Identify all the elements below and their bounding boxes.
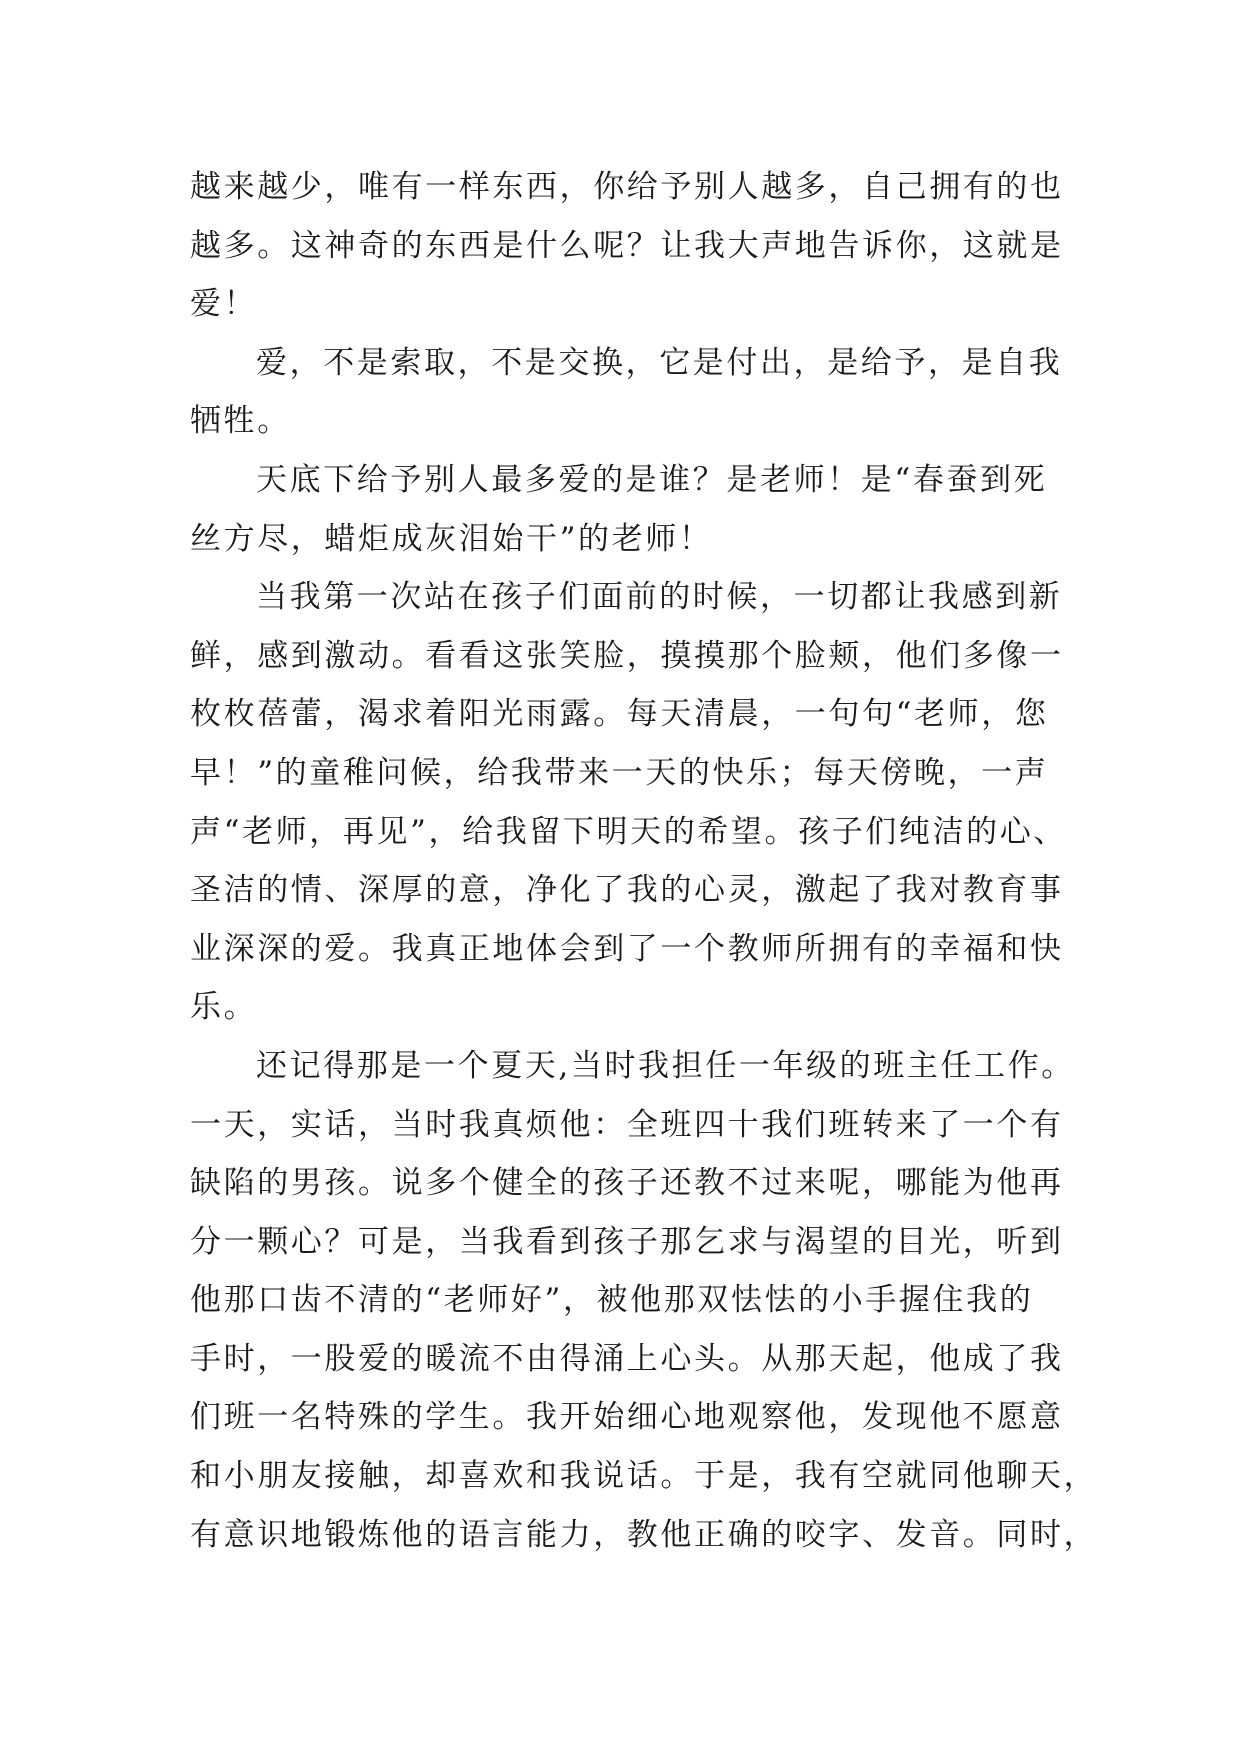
text-line: 牺牲。	[190, 403, 291, 440]
body-text	[190, 158, 1098, 1564]
text-line: 业深深的爱。我真正地体会到了一个教师所拥有的幸福和快	[190, 930, 1064, 967]
text-line: 缺陷的男孩。说多个健全的孩子还教不过来呢，哪能为他再	[190, 1165, 1064, 1202]
text-line: 爱！	[190, 286, 258, 323]
text-line: 乐。	[190, 989, 258, 1026]
text-line: 爱，不是索取，不是交换，它是付出，是给予，是自我	[256, 344, 1063, 381]
text-line: 他那口齿不清的“老师好”，被他那双怯怯的小手握住我的	[190, 1282, 1034, 1319]
text-line: 还记得那是一个夏天,当时我担任一年级的班主任工作。	[256, 1047, 1075, 1084]
text-line: 枚枚蓓蕾，渴求着阳光雨露。每天清晨，一句句“老师，您	[190, 696, 1049, 733]
text-line: 鲜，感到激动。看看这张笑脸，摸摸那个脸颊，他们多像一	[190, 637, 1064, 674]
text-line: 们班一名特殊的学生。我开始细心地观察他，发现他不愿意	[190, 1399, 1064, 1436]
text-line: 有意识地锻炼他的语言能力，教他正确的咬字、发音。同时，	[190, 1516, 1098, 1553]
text-line: 丝方尽，蜡炬成灰泪始干”的老师！	[190, 520, 713, 557]
text-line: 一天，实话，当时我真烦他：全班四十我们班转来了一个有	[190, 1106, 1064, 1143]
text-line: 分一颗心？可是，当我看到孩子那乞求与渴望的目光，听到	[190, 1223, 1064, 1260]
text-line: 当我第一次站在孩子们面前的时候，一切都让我感到新	[256, 579, 1063, 616]
text-line: 和小朋友接触，却喜欢和我说话。于是，我有空就同他聊天，	[190, 1458, 1098, 1495]
text-line: 天底下给予别人最多爱的是谁？是老师！是“春蚕到死	[256, 461, 1048, 498]
text-line: 越来越少，唯有一样东西，你给予别人越多，自己拥有的也	[190, 169, 1064, 205]
text-line: 越多。这神奇的东西是什么呢？让我大声地告诉你，这就是	[190, 227, 1064, 264]
text-line: 圣洁的情、深厚的意，净化了我的心灵，激起了我对教育事	[190, 872, 1064, 909]
text-line: 早！”的童稚问候，给我带来一天的快乐；每天傍晚，一声	[190, 754, 1049, 791]
text-line: 声“老师，再见”，给我留下明天的希望。孩子们纯洁的心、	[190, 813, 1067, 850]
text-line: 手时，一股爱的暖流不由得涌上心头。从那天起，他成了我	[190, 1340, 1064, 1377]
